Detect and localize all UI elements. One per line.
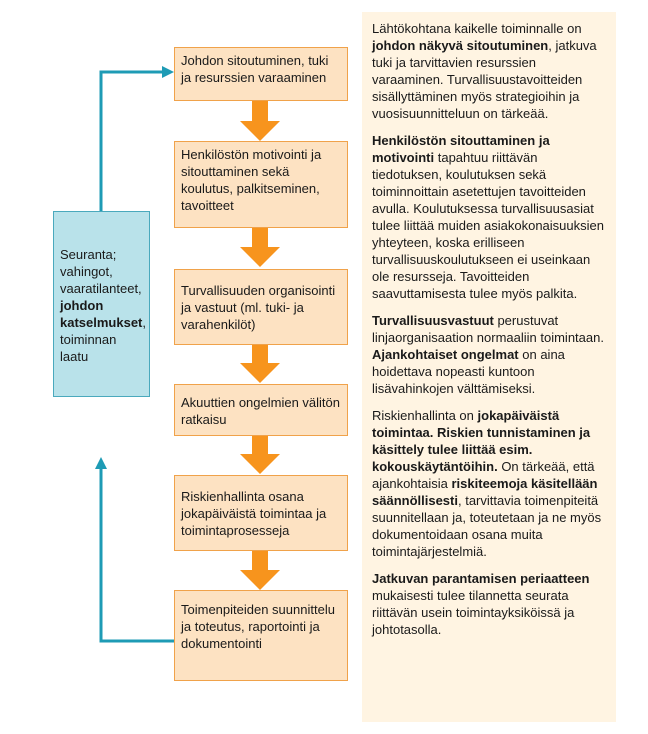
down-arrow-1 bbox=[240, 101, 280, 141]
flow-step-planning bbox=[174, 590, 348, 681]
paragraph-bold: jokapäiväistä toimintaa. Riskien tunnistaminen ja käsittely tulee liittää esim. kokouskäytäntöihin. bbox=[372, 408, 591, 474]
paragraph-text: , tarvittavia toimenpiteitä suunnitellaan ja, toteutetaan ja ne myös dokumentoidaan osana muita toimintajärjestelmiä. bbox=[372, 493, 602, 559]
paragraph-motivation bbox=[372, 132, 608, 302]
feedback-arrowhead-right bbox=[162, 66, 174, 78]
feedback-box bbox=[53, 211, 150, 397]
paragraph-continuous-improvement bbox=[372, 570, 608, 638]
flow-step-acute-problems bbox=[174, 384, 348, 436]
explanation-panel bbox=[362, 12, 616, 722]
paragraph-text: perustuvat linjaorganisaation normaaliin toimintaan. bbox=[372, 313, 604, 345]
paragraph-bold: riskiteemoja käsitellään säännöllisesti bbox=[372, 476, 598, 508]
paragraph-responsibilities bbox=[372, 312, 608, 397]
paragraph-bold: Henkilöstön sitouttaminen ja motivointi bbox=[372, 133, 550, 165]
paragraph-text: tapahtuu riittävän tiedotuksen, koulutuksen sekä toiminnoittain asetettujen tavoitteiden avulla. Koulutuksessa turvallisuusasiat tulee liittää muiden asiakokonaisuuksien yhteyteen, koska erilliseen turvallisuuskoulutukseen ei useinkaan ole resursseja. Tavoitteiden saavuttamisesta tulee myös palkita. bbox=[372, 150, 604, 301]
paragraph-text: On tärkeää, että ajankohtaisia bbox=[372, 459, 595, 491]
flow-step-risk-management bbox=[174, 475, 348, 551]
down-arrow-5 bbox=[240, 551, 280, 590]
flow-step-label: Johdon sitoutuminen, tuki ja resurssien varaaminen bbox=[181, 53, 329, 85]
feedback-text-comma: , bbox=[142, 315, 147, 330]
paragraph-commitment bbox=[372, 20, 608, 122]
flow-step-commitment bbox=[174, 47, 348, 101]
paragraph-text: , jatkuva tuki ja tarvittavien resurssien varaaminen. Turvallisuustavoitteiden sisällyttäminen myös strategioihin ja vuosisuunnitteluun on tärkeää. bbox=[372, 38, 597, 121]
flow-step-label: Toimenpiteiden suunnittelu ja toteutus, raportointi ja dokumentointi bbox=[181, 602, 335, 651]
paragraph-bold: Turvallisuusvastuut bbox=[372, 313, 494, 328]
feedback-line-bottom bbox=[101, 467, 174, 641]
feedback-text-5: laatu bbox=[60, 349, 89, 364]
flow-step-organisation bbox=[174, 269, 348, 345]
paragraph-bold: Jatkuvan parantamisen periaatteen bbox=[372, 571, 590, 586]
down-arrow-2 bbox=[240, 228, 280, 267]
paragraph-risk-management bbox=[372, 407, 608, 560]
paragraph-text: Riskienhallinta on bbox=[372, 408, 478, 423]
flow-step-label: Akuuttien ongelmien välitön ratkaisu bbox=[181, 395, 340, 427]
feedback-arrowhead-up bbox=[95, 457, 107, 469]
feedback-line-top bbox=[101, 72, 164, 211]
paragraph-bold: Ajankohtaiset ongelmat bbox=[372, 347, 519, 362]
down-arrow-3 bbox=[240, 345, 280, 383]
feedback-text-1: Seuranta; bbox=[60, 247, 117, 262]
flow-step-label: Riskienhallinta osana jokapäiväistä toimintaa ja toimintaprosesseja bbox=[181, 489, 327, 538]
paragraph-bold: johdon näkyvä sitoutuminen bbox=[372, 38, 549, 53]
paragraph-text: on aina hoidettava nopeasti kuntoon lisävahinkojen välttämiseksi. bbox=[372, 347, 565, 396]
flow-step-motivation bbox=[174, 141, 348, 228]
down-arrow-4 bbox=[240, 436, 280, 474]
feedback-text-bold: johdon katselmukset bbox=[60, 298, 143, 330]
flow-step-label: Turvallisuuden organisointi ja vastuut (ml. tuki- ja varahenkilöt) bbox=[181, 283, 336, 332]
paragraph-text: Lähtökohtana kaikelle toiminnalle on bbox=[372, 21, 582, 36]
flow-step-label: Henkilöstön motivointi ja sitouttaminen sekä koulutus, palkitseminen, tavoitteet bbox=[181, 147, 322, 213]
paragraph-text: mukaisesti tulee tilannetta seurata riittävän usein toimintayksiköissä ja johtotasolla. bbox=[372, 588, 575, 637]
feedback-text-2: vahingot, bbox=[60, 264, 113, 279]
feedback-text-3: vaaratilanteet, bbox=[60, 281, 142, 296]
feedback-text-4: toiminnan bbox=[60, 332, 117, 347]
